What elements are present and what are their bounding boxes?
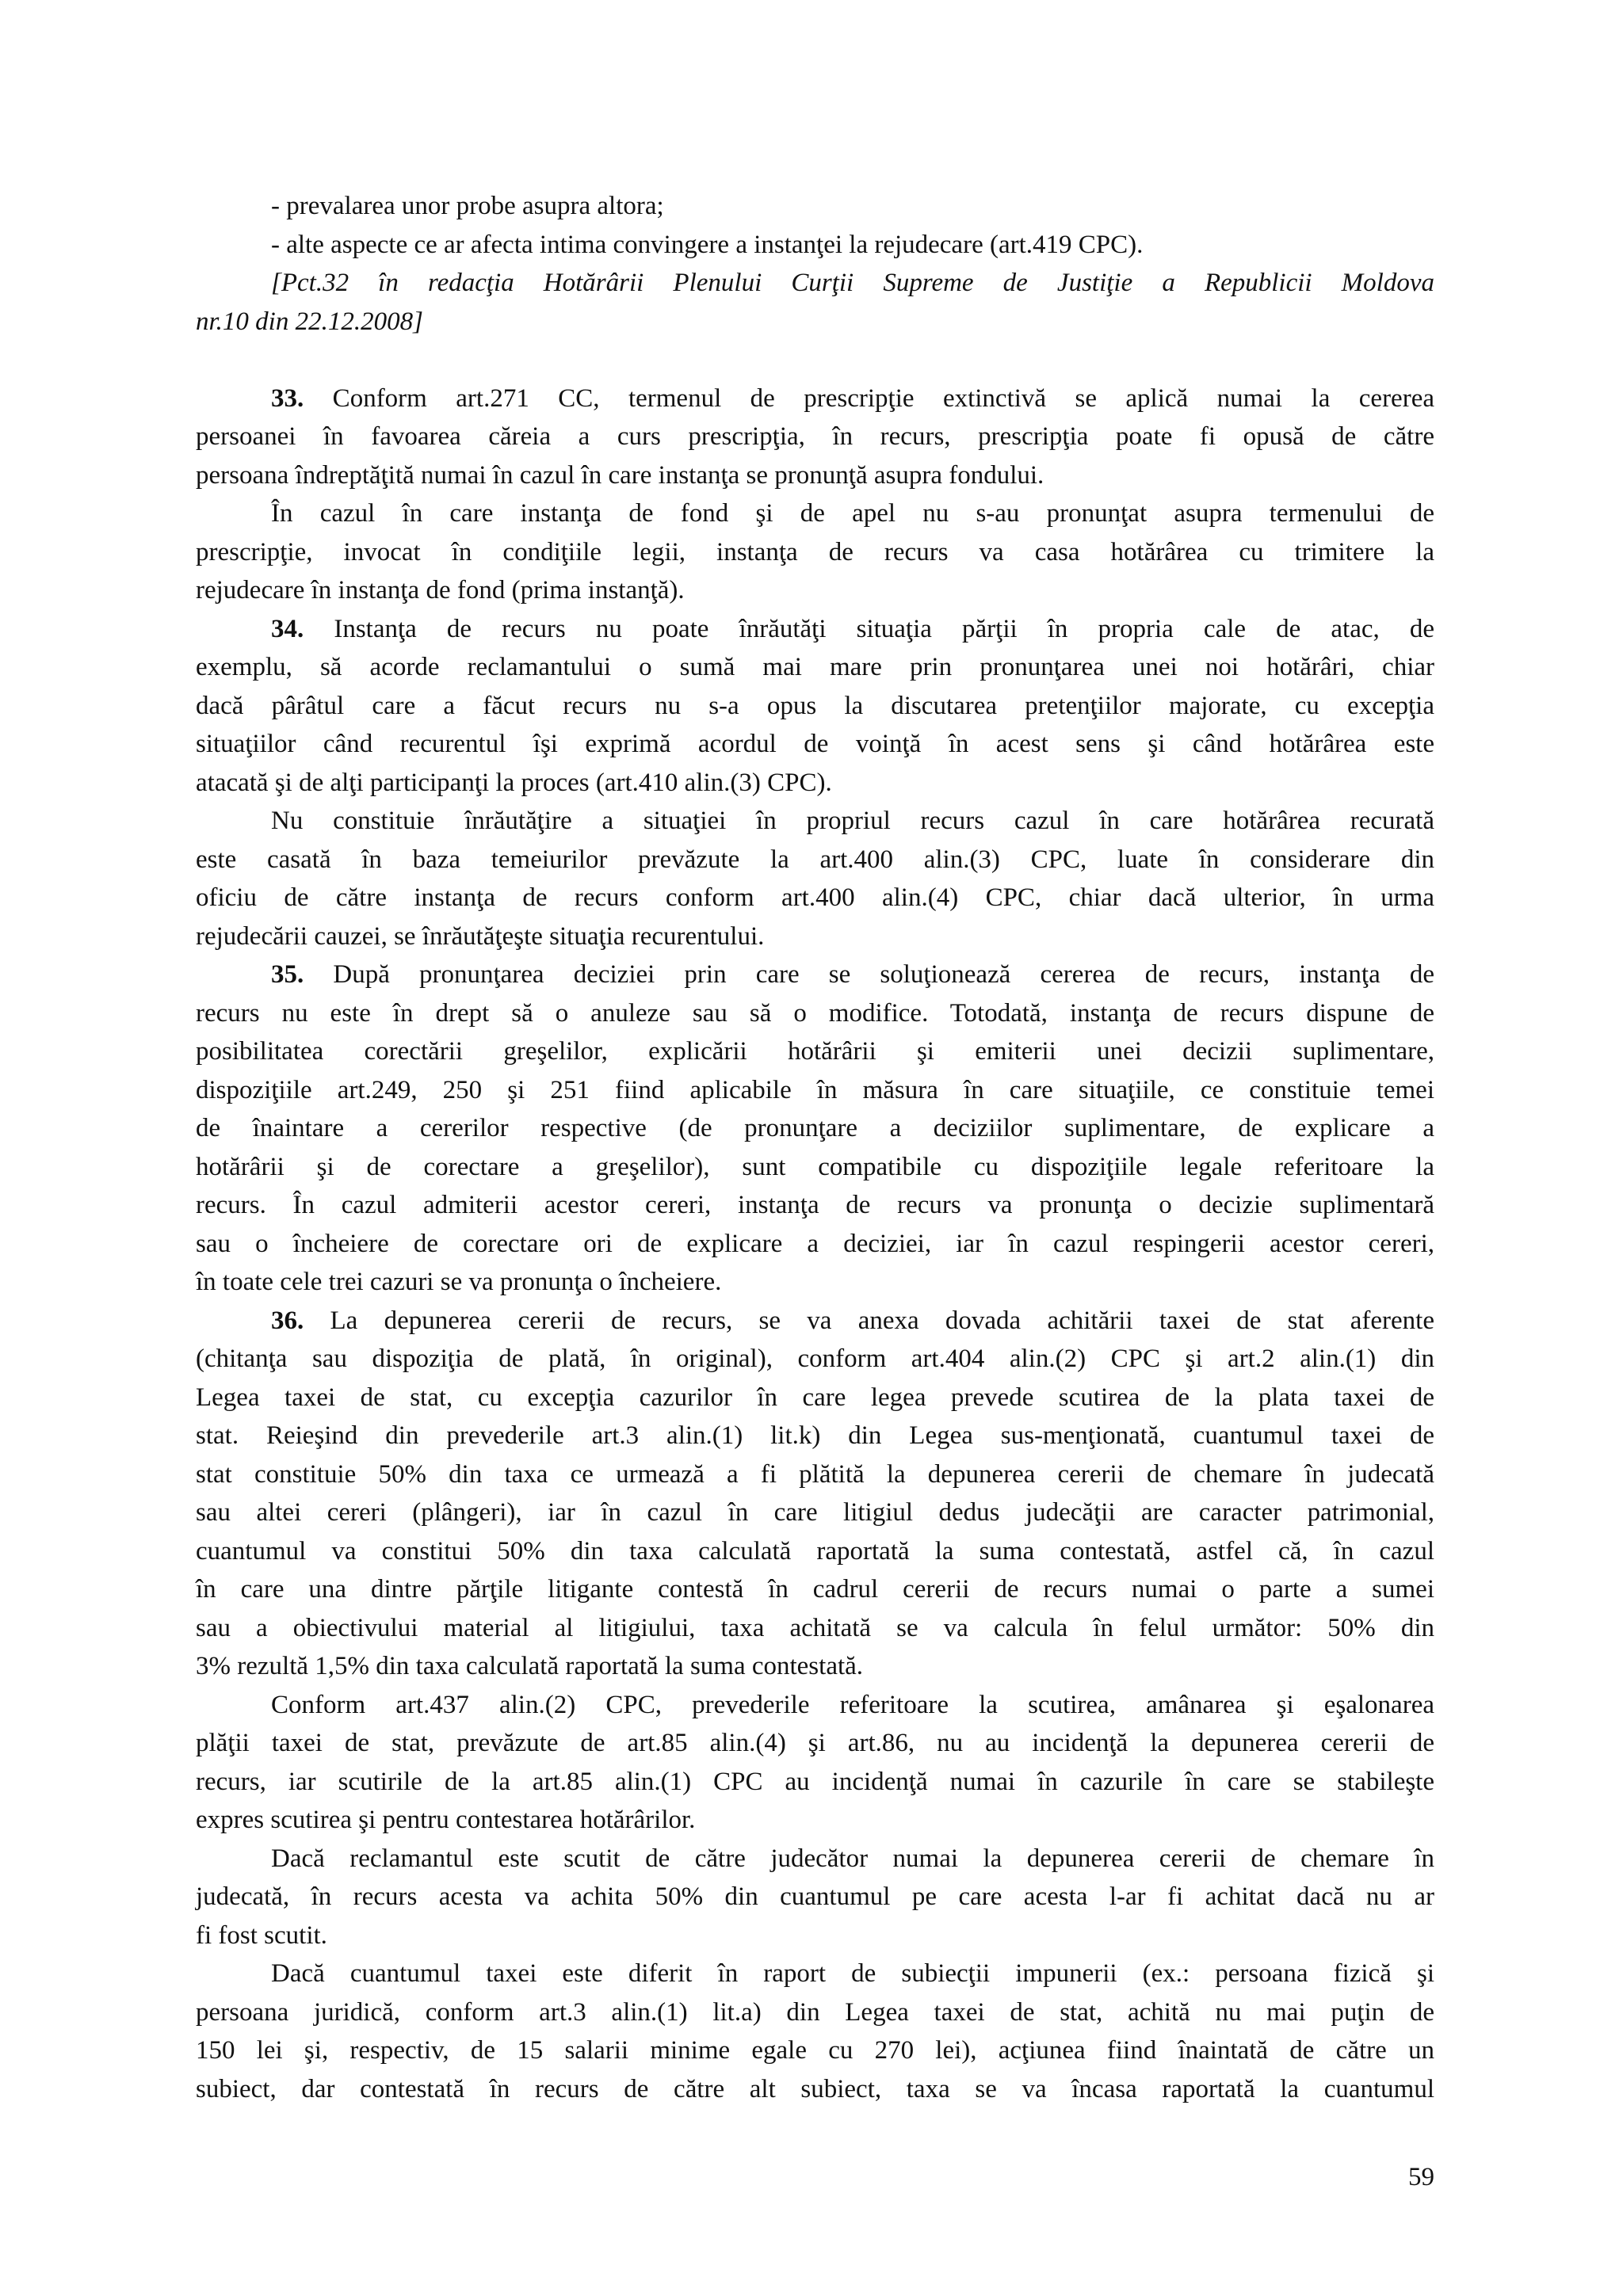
text-line xyxy=(196,1763,1434,1802)
text-line xyxy=(196,725,1434,764)
text-line xyxy=(196,2070,1434,2109)
text-line xyxy=(196,226,1434,265)
text-line xyxy=(196,1148,1434,1187)
text-line xyxy=(196,1801,1434,1840)
text-line xyxy=(196,264,1434,303)
line-text: rejudecării cauzei, se înrăutăţeşte situaţia recurentului. xyxy=(196,921,765,951)
paragraph-spacer xyxy=(196,341,1434,379)
text-line xyxy=(196,1340,1434,1379)
line-text: nr.10 din 22.12.2008] xyxy=(196,307,423,336)
line-text: cuantumul va constitui 50% din taxa calculată raportată la suma contestată, astfel că, în cazul xyxy=(196,1536,1434,1566)
text-line xyxy=(196,1955,1434,1993)
text-line xyxy=(196,1417,1434,1455)
text-line xyxy=(196,571,1434,610)
text-line xyxy=(196,610,1434,649)
line-text: 150 lei şi, respectiv, de 15 salarii minime egale cu 270 lei), acţiunea fiind înaintată de către un xyxy=(196,2036,1434,2065)
line-text: în toate cele trei cazuri se va pronunţa o încheiere. xyxy=(196,1268,722,1296)
amendment-note xyxy=(196,264,1434,341)
line-text: prescripţie, invocat în condiţiile legii, instanţa de recurs va casa hotărârea cu trimitere la xyxy=(196,537,1434,566)
line-text: La depunerea cererii de recurs, se va anexa dovada achitării taxei de stat aferente xyxy=(304,1306,1434,1335)
text-line xyxy=(196,1609,1434,1648)
text-line xyxy=(196,379,1434,418)
text-line xyxy=(196,1878,1434,1917)
line-text: - prevalarea unor probe asupra altora; xyxy=(271,192,664,220)
line-text: posibilitatea corectării greşelilor, explicării hotărârii şi emiterii unei decizii suplimentare, xyxy=(196,1037,1434,1066)
text-line xyxy=(196,802,1434,841)
line-text: După pronunţarea deciziei prin care se soluţionează cererea de recurs, instanţa de xyxy=(304,960,1434,989)
paragraph xyxy=(196,955,1434,1302)
line-text: recurs. În cazul admiterii acestor cereri, instanţa de recurs va pronunţa o decizie suplimentară xyxy=(196,1191,1434,1219)
line-text: de înaintare a cererilor respective (de pronunţare a deciziilor suplimentare, de explicare a xyxy=(196,1114,1434,1142)
line-text: În cazul în care instanţa de fond şi de apel nu s-au pronunţat asupra termenului de xyxy=(271,499,1434,528)
line-text: sau altei cereri (plângeri), iar în cazul în care litigiul dedus judecăţii are caracter patrimonial, xyxy=(196,1498,1434,1527)
line-text: [Pct.32 în redacţia Hotărârii Plenului Curţii Supreme de Justiţie a Republicii Moldova xyxy=(271,269,1434,297)
text-line xyxy=(196,955,1434,994)
text-line xyxy=(196,841,1434,879)
text-line xyxy=(196,1493,1434,1532)
line-text: plăţii taxei de stat, prevăzute de art.85 alin.(4) şi art.86, nu au incidenţă la depunerea cererii de xyxy=(196,1729,1434,1757)
document-body xyxy=(196,187,1434,2108)
line-text: Nu constituie înrăutăţire a situaţiei în propriul recurs cazul în care hotărârea recurată xyxy=(271,807,1434,835)
line-text: Instanţa de recurs nu poate înrăutăţi situaţia părţii în propria cale de atac, de xyxy=(304,614,1434,643)
paragraph xyxy=(196,1302,1434,1686)
paragraph xyxy=(196,226,1434,265)
line-text: Legea taxei de stat, cu excepţia cazurilor în care legea prevede scutirea de la plata taxei de xyxy=(196,1383,1434,1412)
line-text: persoana îndreptăţită numai în cazul în care instanţa se pronunţă asupra fondului. xyxy=(196,460,1044,490)
line-text: subiect, dar contestată în recurs de către alt subiect, taxa se va încasa raportată la cuantumul xyxy=(196,2074,1434,2103)
line-text: Conform art.437 alin.(2) CPC, prevederile referitoare la scutirea, amânarea şi eşalonarea xyxy=(271,1690,1434,1719)
text-line xyxy=(196,1071,1434,1110)
text-line xyxy=(196,1302,1434,1341)
line-text: sau a obiectivului material al litigiului, taxa achitată se va calcula în felul următor: 50% din xyxy=(196,1613,1434,1642)
text-line xyxy=(196,418,1434,456)
text-line xyxy=(196,1647,1434,1686)
line-text: rejudecare în instanţa de fond (prima instanţă). xyxy=(196,576,685,605)
line-text: oficiu de către instanţa de recurs conform art.400 alin.(4) CPC, chiar dacă ulterior, în urma xyxy=(196,883,1434,912)
text-line xyxy=(196,1686,1434,1725)
paragraph xyxy=(196,1686,1434,1840)
text-line xyxy=(196,648,1434,687)
paragraph xyxy=(196,494,1434,610)
text-line xyxy=(196,1724,1434,1763)
line-text: judecată, în recurs acesta va achita 50% din cuantumul pe care acesta l-ar fi achitat dacă nu ar xyxy=(196,1882,1434,1911)
paragraph xyxy=(196,1955,1434,2108)
line-text: sau o încheiere de corectare ori de explicare a deciziei, iar în cazul respingerii acestor cereri, xyxy=(196,1229,1434,1258)
text-line xyxy=(196,1186,1434,1225)
point-number: 34. xyxy=(271,614,304,643)
text-line xyxy=(196,1532,1434,1571)
line-text: persoana juridică, conform art.3 alin.(1) lit.a) din Legea taxei de stat, achită nu mai puţin de xyxy=(196,1997,1434,2027)
text-line xyxy=(196,1032,1434,1071)
line-text: expres scutirea şi pentru contestarea hotărârilor. xyxy=(196,1806,696,1834)
paragraph xyxy=(196,379,1434,495)
paragraph xyxy=(196,1840,1434,1955)
text-line xyxy=(196,1917,1434,1955)
text-line xyxy=(196,187,1434,226)
line-text: stat constituie 50% din taxa ce urmează a fi plătită la depunerea cererii de chemare în judecată xyxy=(196,1459,1434,1489)
text-line xyxy=(196,1263,1434,1302)
paragraph xyxy=(196,802,1434,955)
line-text: (chitanţa sau dispoziţia de plată, în original), conform art.404 alin.(2) CPC şi art.2 alin.(1) din xyxy=(196,1344,1434,1373)
text-line xyxy=(196,764,1434,803)
line-text: Dacă cuantumul taxei este diferit în raport de subiecţii impunerii (ex.: persoana fizică şi xyxy=(271,1959,1434,1988)
line-text: exemplu, să acorde reclamantului o sumă mai mare prin pronunţarea unei noi hotărâri, chiar xyxy=(196,653,1434,681)
line-text: 3% rezultă 1,5% din taxa calculată raportată la suma contestată. xyxy=(196,1652,864,1680)
text-line xyxy=(196,994,1434,1033)
text-line xyxy=(196,1840,1434,1878)
text-line xyxy=(196,1379,1434,1417)
point-number: 36. xyxy=(271,1306,304,1335)
text-line xyxy=(196,2031,1434,2070)
paragraph xyxy=(196,610,1434,803)
line-text: dacă pârâtul care a făcut recurs nu s-a opus la discutarea pretenţiilor majorate, cu excepţia xyxy=(196,691,1434,720)
text-line xyxy=(196,303,1434,341)
point-number: 35. xyxy=(271,960,304,989)
line-text: în care una dintre părţile litigante contestă în cadrul cererii de recurs numai o parte a sumei xyxy=(196,1575,1434,1604)
text-line xyxy=(196,1225,1434,1264)
line-text: recurs, iar scutirile de la art.85 alin.(1) CPC au incidenţă numai în cazurile în care se stabileşte xyxy=(196,1767,1434,1796)
line-text: Dacă reclamantul este scutit de către judecător numai la depunerea cererii de chemare în xyxy=(271,1844,1434,1873)
line-text: este casată în baza temeiurilor prevăzute la art.400 alin.(3) CPC, luate în considerare din xyxy=(196,845,1434,874)
line-text: stat. Reieşind din prevederile art.3 alin.(1) lit.k) din Legea sus-menţionată, cuantumul taxei de xyxy=(196,1421,1434,1450)
text-line xyxy=(196,494,1434,533)
point-number: 33. xyxy=(271,383,304,413)
text-line xyxy=(196,879,1434,917)
line-text: hotărârii şi de corectare a greşelilor), sunt compatibile cu dispoziţiile legale referitoare la xyxy=(196,1152,1434,1181)
line-text: - alte aspecte ce ar afecta intima convingere a instanţei la rejudecare (art.419 CPC). xyxy=(271,230,1144,259)
line-text: atacată şi de alţi participanţi la proces (art.410 alin.(3) CPC). xyxy=(196,768,832,797)
text-line xyxy=(196,1570,1434,1609)
line-text: Conform art.271 CC, termenul de prescripţie extinctivă se aplică numai la cererea xyxy=(304,383,1434,413)
text-line xyxy=(196,1455,1434,1494)
text-line xyxy=(196,917,1434,956)
line-text: situaţiilor când recurentul îşi exprimă acordul de voinţă în acest sens şi când hotărârea este xyxy=(196,730,1434,758)
text-line xyxy=(196,687,1434,726)
text-line xyxy=(196,1993,1434,2032)
line-text: dispoziţiile art.249, 250 şi 251 fiind aplicabile în măsura în care situaţiile, ce constituie temei xyxy=(196,1075,1434,1104)
page-number: 59 xyxy=(1408,2163,1434,2191)
line-text: recurs nu este în drept să o anuleze sau să o modifice. Totodată, instanţa de recurs dispune de xyxy=(196,998,1434,1028)
paragraph xyxy=(196,187,1434,226)
line-text: fi fost scutit. xyxy=(196,1920,327,1950)
text-line xyxy=(196,1109,1434,1148)
line-text: persoanei în favoarea căreia a curs prescripţia, în recurs, prescripţia poate fi opusă de către xyxy=(196,422,1434,451)
text-line xyxy=(196,456,1434,495)
text-line xyxy=(196,533,1434,572)
